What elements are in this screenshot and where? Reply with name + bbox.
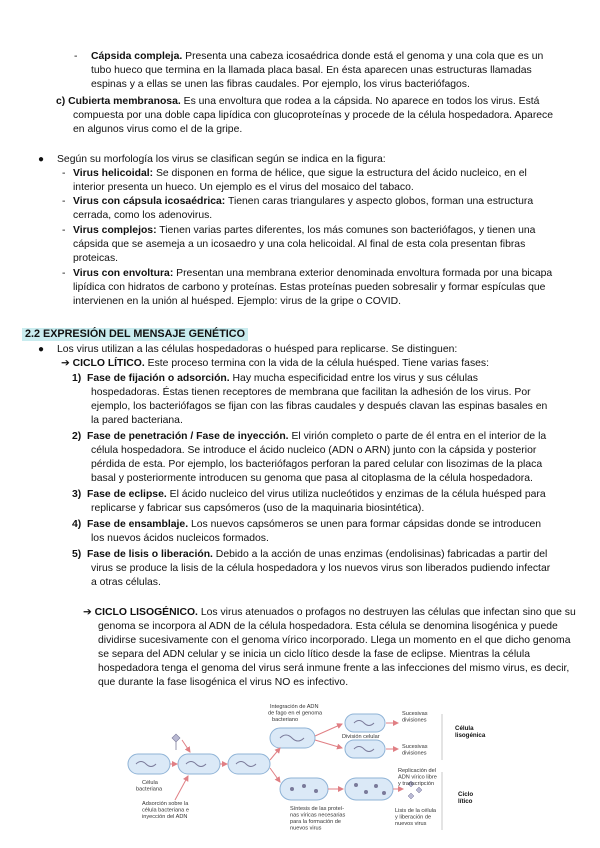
arrow [315, 724, 342, 736]
phase-1-line-3: ejemplo, los bacteriófagos se fijan con las fibras caudales y después clavan las espinas basales en [91, 401, 548, 412]
label-replicacion: Replicación del ADN vírico libre y transcripción [398, 768, 437, 787]
list-dash: - [62, 196, 66, 207]
label-celula-lisogenica: Célula lisogénica [455, 725, 486, 739]
phase-4-line-1: 4) Fase de ensamblaje. Los nuevos capsómeros se unen para formar cápsidas donde se introducen [72, 519, 542, 530]
phase-2-line-4: basal y posteriormente introducen su genoma que pasa al citoplasma de la célula hospedadora. [91, 473, 533, 484]
bullet-dot: ● [38, 344, 45, 355]
virus-particle [354, 783, 358, 787]
phase-5-line-2: virus se produce la lisis de la célula hospedadora y los nuevos virus son liberados pudiendo infectar [91, 563, 551, 574]
phase-1-line-2: hospedadoras. Éstas tienen receptores de membrana que facilitan la adhesión de los virus. Por [91, 387, 531, 398]
morfologia-intro: Según su morfología los virus se clasifican según se indica en la figura: [57, 154, 386, 165]
arrow-right-icon: ➔ [83, 607, 92, 618]
label-lisis: Lisis de la célula y liberación de nuevos virus [395, 808, 437, 827]
arrow [270, 768, 280, 782]
virus-helicoidal-line-1: Virus helicoidal: Se disponen en forma de hélice, que sigue la estructura del ácido nucleico, en el [73, 168, 527, 179]
ciclo-lisogenico-line-3: dividirse sucesivamente con el genoma vírico incorporado. Llega un momento en el que dicho genoma [98, 635, 571, 646]
virus-envoltura-line-2: lipídica con hidratos de carbono y proteínas. Estas proteínas pueden sobresalir y formar espículas que [73, 282, 546, 293]
label-division: División celular [342, 734, 380, 740]
section-intro: Los virus utilizan a las células hospedadoras o huésped para replicarse. Se distinguen: [57, 344, 458, 355]
phase-1-line-4: la pared bacteriana. [91, 415, 183, 426]
phase-2-line-3: pérdida de esta. Por ejemplo, los bacteriófagos perforan la pared celular con lisozimas de la placa [91, 459, 543, 470]
virus-helicoidal-line-2: interior presenta un hueco. Un ejemplo es el virus del mosaico del tabaco. [73, 182, 414, 193]
ciclo-lisogenico-line-5: hospedadora tenga el genoma del virus será inmune frente a las infecciones del mismo virus, es decir, [98, 663, 570, 674]
section-title: 2.2 EXPRESIÓN DEL MENSAJE GENÉTICO [22, 328, 248, 341]
arrow-right-icon: ➔ [61, 358, 70, 369]
phase-2-line-2: célula hospedadora. Se introduce el ácido nucleico (ADN o ARN) junto con la cápsida y posterior [91, 445, 537, 456]
cell-division-a [345, 714, 385, 732]
capsida-compleja-line-3: espinas y a ellas se unen las fibras caudales. Por ejemplo, los virus bacteriófagos. [91, 79, 470, 90]
cell-lytic-2 [345, 778, 393, 800]
cell-bacteria-2 [178, 754, 220, 774]
arrow [270, 748, 280, 760]
phase-5-line-3: a otras células. [91, 577, 161, 588]
capsida-compleja-line-1: Cápsida compleja. Presenta una cabeza icosaédrica donde está el genoma y una cola que es un [91, 51, 544, 62]
virus-particle [302, 784, 306, 788]
virus-envoltura-line-3: intervienen en la unión al huésped. Ejemplo: virus de la gripe o COVID. [73, 296, 402, 307]
virus-icosaedrica-line-1: Virus con cápsula icosaédrica: Tienen caras triangulares y aspecto globos, forman una estructura [73, 196, 534, 207]
cell-bacteria-1 [128, 754, 170, 774]
virus-particle [364, 790, 368, 794]
list-dash: - [74, 51, 78, 62]
cubierta-line-2: compuesta por una doble capa lipídica con glucoproteínas y procede de la célula hospedadora. Aparece [73, 110, 554, 121]
phase-3-line-1: 3) Fase de eclipse. El ácido nucleico del virus utiliza nucleótidos y enzimas de la célula huésped para [72, 489, 546, 500]
label-sucesivas-1: Sucesivas divisiones [402, 711, 428, 724]
list-dash: - [62, 225, 66, 236]
label-integracion: Integración de ADN de fago en el genoma bacteriano [268, 704, 323, 723]
virus-icosaedrica-line-2: cerrada, como los adenovirus. [73, 210, 213, 221]
virus-particle [382, 791, 386, 795]
phase-5-line-1: 5) Fase de lisis o liberación. Debido a la acción de unas enzimas (endolisinas) fabricadas a partir del [72, 549, 548, 560]
phase-2-line-1: 2) Fase de penetración / Fase de inyección. El virión completo o parte de él entra en el interior de la [72, 431, 547, 442]
virus-particle [290, 787, 294, 791]
phage-icon [172, 734, 180, 750]
cell-lytic-1 [280, 778, 328, 800]
capsida-compleja-line-2: tubo hueco que termina en la llamada placa basal. En ésta aparecen unas estructuras llamadas [91, 65, 532, 76]
label-sucesivas-2: Sucesivas divisiones [402, 744, 428, 757]
label-adsorcion: Adsorción sobre la célula bacteriana e inyección del ADN [142, 801, 189, 820]
cell-bacteria-3 [228, 754, 270, 774]
virus-complejos-line-1: Virus complejos: Tienen varias partes diferentes, los más comunes son bacteriófagos, y tienen una [73, 225, 536, 236]
virus-particle [374, 784, 378, 788]
ciclo-lisogenico-line-1: ➔ CICLO LISOGÉNICO. Los virus atenuados o profagos no destruyen las células que infectan sino que su [83, 607, 576, 618]
phase-3-line-2: replicarse y fabricar sus capsómeros (uso de la maquinaria biosintética). [91, 503, 425, 514]
virus-complejos-line-3: proteicas. [73, 253, 119, 264]
ciclo-litico-heading: ➔ CICLO LÍTICO. Este proceso termina con la vida de la célula huésped. Tiene varias fases: [61, 358, 490, 369]
list-dash: - [62, 168, 66, 179]
cell-division-b [345, 740, 385, 758]
viral-cycle-diagram [120, 700, 500, 846]
phase-1-line-1: 1) Fase de fijación o adsorción. Hay mucha especificidad entre los virus y sus células [72, 373, 478, 384]
list-dash: - [62, 268, 66, 279]
cubierta-line-1: c) Cubierta membranosa. Es una envoltura que rodea a la cápsida. No aparece en todos los virus. Está [56, 96, 540, 107]
arrow [315, 740, 342, 748]
arrow [175, 776, 188, 800]
virus-envoltura-line-1: Virus con envoltura: Presentan una membrana exterior denominada envoltura formada por una bicapa [73, 268, 553, 279]
virus-complejos-line-2: cápsida que se asemeja a un icosaedro y una cola helicoidal. Al final de esta cola presentan fibras [73, 239, 526, 250]
label-celula-bacteriana: Célula bacteriana [136, 780, 163, 793]
ciclo-lisogenico-line-4: se separa del ADN celular y se inicia un ciclo lítico desde la fase de eclipse. Mientras la célula [98, 649, 531, 660]
ciclo-lisogenico-line-6: que durante la fase lisogénica el virus NO es infectivo. [98, 677, 349, 688]
label-ciclo-litico: Ciclo lítico [458, 791, 474, 805]
ciclo-lisogenico-line-2: genoma se incorpora al ADN de la célula hospedadora. Esta célula se denomina lisogénica y puede [98, 621, 558, 632]
phase-4-line-2: los nuevos ácidos nucleicos formados. [91, 533, 269, 544]
virus-particle [314, 789, 318, 793]
cubierta-line-3: en algunos virus como el de la gripe. [73, 124, 243, 135]
arrow [182, 740, 190, 752]
bullet-dot: ● [38, 154, 45, 165]
label-sintesis: Síntesis de las proteí-nas víricas necesarias para la formación de nuevos virus [290, 806, 346, 832]
